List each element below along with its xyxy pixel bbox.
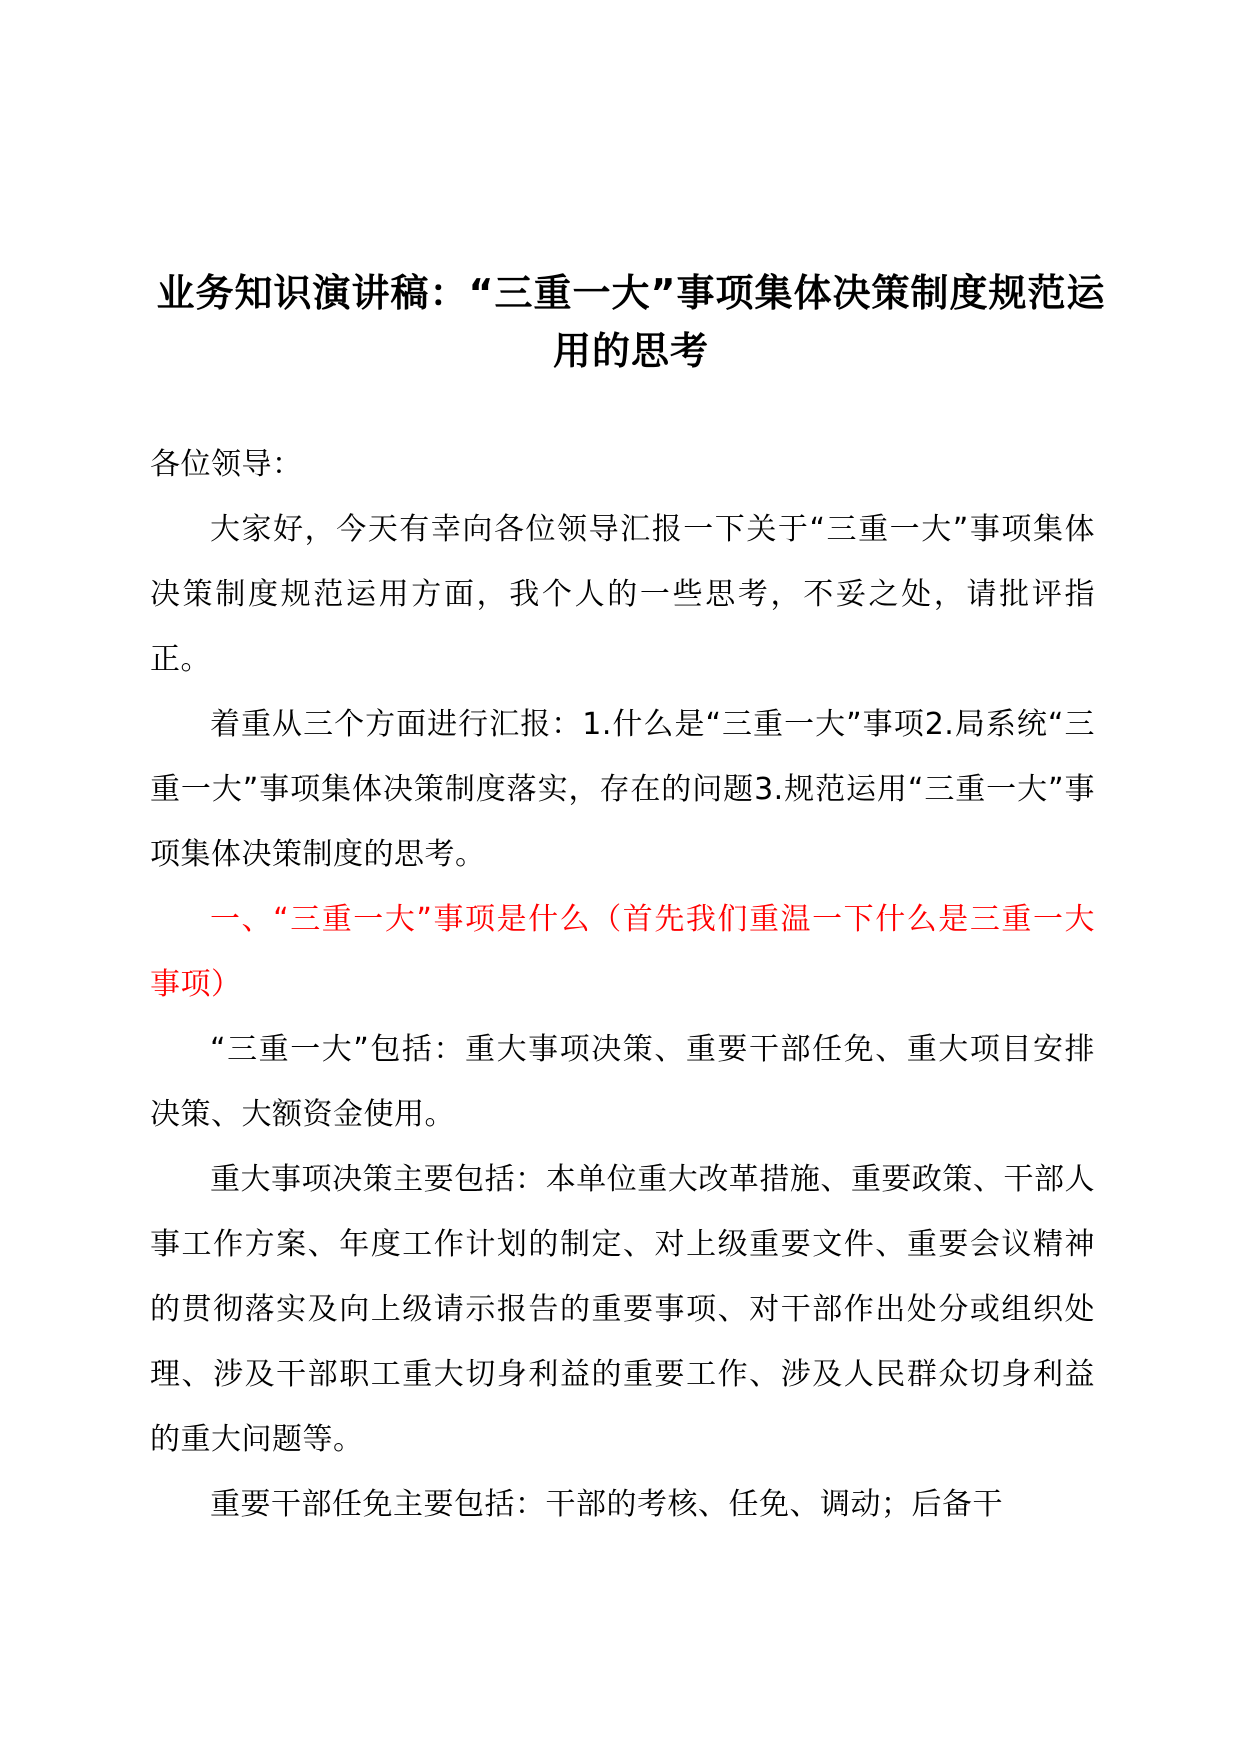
paragraph-greeting: 大家好，今天有幸向各位领导汇报一下关于“三重一大”事项集体决策制度规范运用方面，我个人的一些思考，不妥之处，请批评指正。 — [150, 512, 1095, 677]
paragraph-major-decisions: 重大事项决策主要包括：本单位重大改革措施、重要政策、干部人事工作方案、年度工作计划的制定、对上级重要文件、重要会议精神的贯彻落实及向上级请示报告的重要事项、对干部作出处分或组织处理、涉及干部职工重大切身利益的重要工作、涉及人民群众切身利益的重大问题等。 — [150, 1162, 1095, 1457]
paragraph-outline: 着重从三个方面进行汇报：1.什么是“三重一大”事项2.局系统“三重一大”事项集体决策制度落实，存在的问题3.规范运用“三重一大”事项集体决策制度的思考。 — [150, 707, 1095, 872]
paragraph-definition: “三重一大”包括：重大事项决策、重要干部任免、重大项目安排决策、大额资金使用。 — [150, 1032, 1095, 1132]
section-heading-1: 一、“三重一大”事项是什么（首先我们重温一下什么是三重一大事项） — [150, 902, 1095, 1002]
paragraph-cadre-appointment: 重要干部任免主要包括：干部的考核、任免、调动；后备干 — [210, 1487, 1003, 1522]
document-body — [150, 432, 1095, 1537]
document-title: 业务知识演讲稿：“三重一大”事项集体决策制度规范运用的思考 — [156, 271, 1106, 373]
salutation: 各位领导： — [150, 447, 303, 482]
